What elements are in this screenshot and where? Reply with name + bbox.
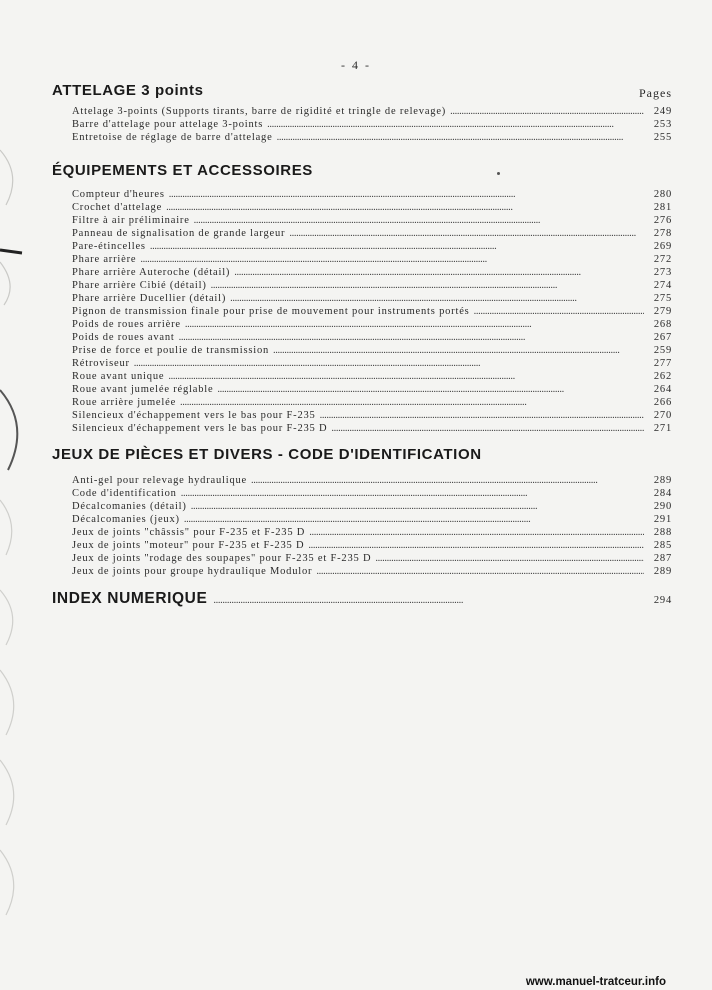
toc-entry	[72, 422, 672, 435]
dot-leader	[331, 422, 644, 435]
index-numerique-row	[52, 590, 672, 608]
dot-leader	[191, 500, 644, 513]
dot-leader	[267, 118, 644, 131]
entry-label: Filtre à air préliminaire	[72, 215, 190, 226]
toc-entry	[72, 370, 672, 383]
toc-entry	[72, 500, 672, 513]
toc-entry	[72, 131, 672, 144]
entry-label: Roue arrière jumelée	[72, 397, 177, 408]
entry-page-number: 270	[653, 410, 672, 421]
entry-label: Poids de roues avant	[72, 332, 175, 343]
entry-page-number: 268	[653, 319, 672, 330]
entry-label: Décalcomanies (jeux)	[72, 514, 180, 525]
toc-entry	[72, 331, 672, 344]
dot-leader	[184, 513, 644, 526]
dot-leader	[181, 487, 644, 500]
dot-leader	[375, 552, 644, 565]
entry-label: Roue avant jumelée réglable	[72, 384, 214, 395]
section-heading: ÉQUIPEMENTS ET ACCESSOIRES	[52, 162, 313, 179]
toc-entry	[72, 214, 672, 227]
dot-leader	[168, 370, 644, 383]
dot-leader	[474, 305, 644, 318]
entry-label: Phare arrière Cibié (détail)	[72, 280, 207, 291]
entry-label: Attelage 3-points (Supports tirants, barre de rigidité et tringle de relevage)	[72, 106, 447, 117]
entry-label: Roue avant unique	[72, 371, 165, 382]
entry-page-number: 289	[653, 475, 672, 486]
dot-leader	[230, 292, 644, 305]
toc-entry	[72, 539, 672, 552]
toc-entry	[72, 409, 672, 422]
entry-list	[72, 188, 672, 435]
toc-entry	[72, 201, 672, 214]
binding-edge-marks	[0, 0, 30, 990]
dot-leader	[194, 214, 644, 227]
entry-page-number: 266	[653, 397, 672, 408]
entry-label: Silencieux d'échappement vers le bas pour F-235 D	[72, 423, 328, 434]
section-equipements	[52, 162, 672, 435]
dot-leader	[166, 201, 644, 214]
footer-website-url: www.manuel-tratceur.info	[525, 976, 666, 988]
entry-page-number: 275	[653, 293, 672, 304]
index-page-number: 294	[653, 595, 672, 606]
entry-page-number: 289	[653, 566, 672, 577]
dot-leader	[213, 595, 642, 606]
entry-page-number: 276	[653, 215, 672, 226]
entry-label: Phare arrière Auteroche (détail)	[72, 267, 231, 278]
toc-entry	[72, 266, 672, 279]
toc-entry	[72, 513, 672, 526]
toc-entry	[72, 240, 672, 253]
entry-label: Pare-étincelles	[72, 241, 146, 252]
entry-label: Jeux de joints "moteur" pour F-235 et F-235 D	[72, 540, 305, 551]
entry-label: Code d'identification	[72, 488, 177, 499]
toc-entry	[72, 526, 672, 539]
toc-entry	[72, 279, 672, 292]
toc-entry	[72, 118, 672, 131]
toc-entry	[72, 105, 672, 118]
entry-label: Barre d'attelage pour attelage 3-points	[72, 119, 264, 130]
dot-leader	[320, 409, 644, 422]
entry-label: Décalcomanies (détail)	[72, 501, 187, 512]
dot-leader	[308, 539, 644, 552]
entry-page-number: 255	[653, 132, 672, 143]
entry-page-number: 287	[653, 553, 672, 564]
entry-label: Jeux de joints "rodage des soupapes" pour F-235 et F-235 D	[72, 553, 372, 564]
toc-entry	[72, 188, 672, 201]
entry-label: Prise de force et poulie de transmission	[72, 345, 270, 356]
entry-page-number: 290	[653, 501, 672, 512]
dot-leader	[309, 526, 644, 539]
entry-list	[72, 105, 672, 144]
dot-leader	[179, 331, 644, 344]
section-heading: JEUX DE PIÈCES ET DIVERS - CODE D'IDENTIFICATION	[52, 446, 482, 463]
index-heading: INDEX NUMERIQUE	[52, 590, 208, 607]
entry-label: Phare arrière	[72, 254, 137, 265]
dot-leader	[134, 357, 644, 370]
entry-page-number: 273	[653, 267, 672, 278]
toc-entry	[72, 383, 672, 396]
toc-entry	[72, 344, 672, 357]
dot-leader	[169, 188, 644, 201]
dot-leader	[211, 279, 644, 292]
dot-leader	[316, 565, 644, 578]
entry-page-number: 279	[653, 306, 672, 317]
toc-entry	[72, 552, 672, 565]
entry-page-number: 264	[653, 384, 672, 395]
toc-entry	[72, 318, 672, 331]
entry-page-number: 259	[653, 345, 672, 356]
entry-page-number: 280	[653, 189, 672, 200]
entry-page-number: 272	[653, 254, 672, 265]
dot-leader	[217, 383, 644, 396]
entry-label: Anti-gel pour relevage hydraulique	[72, 475, 248, 486]
entry-page-number: 269	[653, 241, 672, 252]
entry-page-number: 288	[653, 527, 672, 538]
toc-entry	[72, 292, 672, 305]
dot-leader	[140, 253, 644, 266]
entry-label: Crochet d'attelage	[72, 202, 163, 213]
page-number: - 4 -	[341, 58, 371, 72]
entry-page-number: 281	[653, 202, 672, 213]
entry-page-number: 278	[653, 228, 672, 239]
toc-entry	[72, 305, 672, 318]
pages-column-label: Pages	[639, 86, 672, 100]
entry-label: Compteur d'heures	[72, 189, 165, 200]
toc-entry	[72, 227, 672, 240]
toc-entry	[72, 474, 672, 487]
entry-page-number: 274	[653, 280, 672, 291]
toc-entry	[72, 396, 672, 409]
entry-label: Rétroviseur	[72, 358, 130, 369]
entry-label: Phare arrière Ducellier (détail)	[72, 293, 227, 304]
toc-entry	[72, 565, 672, 578]
dot-leader	[273, 344, 644, 357]
dot-leader	[289, 227, 644, 240]
entry-page-number: 249	[653, 106, 672, 117]
entry-page-number: 267	[653, 332, 672, 343]
entry-label: Silencieux d'échappement vers le bas pour F-235	[72, 410, 316, 421]
dot-leader	[180, 396, 644, 409]
dot-leader	[150, 240, 644, 253]
entry-page-number: 253	[653, 119, 672, 130]
entry-label: Jeux de joints pour groupe hydraulique Modulor	[72, 566, 313, 577]
toc-entry	[72, 253, 672, 266]
toc-entry	[72, 357, 672, 370]
toc-entry	[72, 487, 672, 500]
entry-label: Entretoise de réglage de barre d'attelage	[72, 132, 273, 143]
dot-leader	[251, 474, 644, 487]
dot-leader	[185, 318, 644, 331]
entry-label: Pignon de transmission finale pour prise de mouvement pour instruments portés	[72, 306, 470, 317]
entry-page-number: 291	[653, 514, 672, 525]
section-attelage	[52, 82, 672, 144]
entry-page-number: 262	[653, 371, 672, 382]
entry-page-number: 284	[653, 488, 672, 499]
section-heading: ATTELAGE 3 points	[52, 82, 204, 99]
entry-list	[72, 474, 672, 578]
entry-label: Jeux de joints "châssis" pour F-235 et F-235 D	[72, 527, 306, 538]
entry-page-number: 277	[653, 358, 672, 369]
section-jeux-de-pieces	[52, 446, 672, 578]
dot-leader	[450, 105, 644, 118]
entry-page-number: 285	[653, 540, 672, 551]
entry-label: Panneau de signalisation de grande largeur	[72, 228, 286, 239]
dot-leader	[234, 266, 644, 279]
entry-label: Poids de roues arrière	[72, 319, 181, 330]
dot-leader	[277, 131, 644, 144]
entry-page-number: 271	[653, 423, 672, 434]
